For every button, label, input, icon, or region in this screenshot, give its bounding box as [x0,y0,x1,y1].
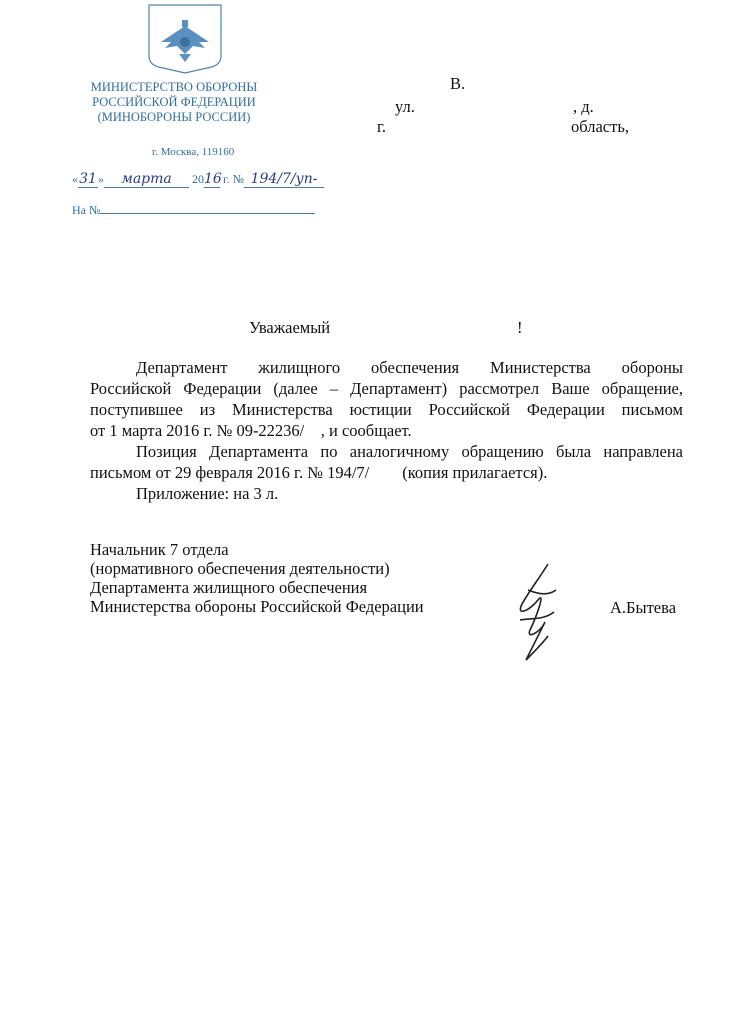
signatory-title-line: Министерства обороны Российской Федерации [90,597,424,616]
body-line: Департамент жилищного обеспечения Министерства обороны [136,358,683,377]
letterhead-line: РОССИЙСКОЙ ФЕДЕРАЦИИ [92,95,256,109]
body-line: от 1 марта 2016 г. № 09-22236/ , и сообщает. [90,421,412,440]
letterhead-line: (МИНОБОРОНЫ РОССИИ) [97,110,251,124]
date-year-prefix: 20 [192,172,204,186]
ministry-emblem [147,4,223,74]
attachment-note: Приложение: на 3 л. [136,484,279,503]
recipient-street-suffix: , д. [573,97,594,116]
body-line: письмом от 29 февраля 2016 г. № 194/7/ (копия прилагается). [90,463,548,482]
body-line: Российской Федерации (далее – Департамент) рассмотрел Ваше обращение, [90,379,683,398]
date-month: марта [104,171,189,188]
quote: » [98,172,104,186]
recipient-city-prefix: г. [377,117,387,136]
date-number-line [72,171,324,188]
quote: « [72,172,78,186]
letterhead-line: МИНИСТЕРСТВО ОБОРОНЫ [90,80,258,94]
signatory-title [90,540,424,616]
reply-to-blank [100,201,315,214]
signatory-title-line: Департамента жилищного обеспечения [90,578,368,597]
number-label: г. № [223,172,245,186]
recipient-street-prefix: ул. [395,97,415,116]
signatory-title-line: (нормативного обеспечения деятельности) [90,559,390,578]
reply-to-label: На № [72,203,101,217]
date-day: 31 [79,171,97,187]
body-line: поступившее из Министерства юстиции Российской Федерации письмом [90,400,683,419]
salutation-exclamation: ! [517,318,523,337]
handwritten-signature [508,560,568,675]
salutation: Уважаемый [249,318,331,337]
reply-to-line [72,201,315,218]
recipient-region: область, [571,117,629,136]
date-year: 16 [204,171,222,187]
letterhead-city: г. Москва, 119160 [152,146,235,158]
recipient-name: В. [450,74,466,93]
outgoing-number: 194/7/уп- [244,171,324,188]
letterhead-title [54,80,294,125]
signatory-name: А.Бытева [610,598,677,617]
body-line: Позиция Департамента по аналогичному обращению была направлена [136,442,683,461]
signatory-title-line: Начальник 7 отдела [90,540,229,559]
